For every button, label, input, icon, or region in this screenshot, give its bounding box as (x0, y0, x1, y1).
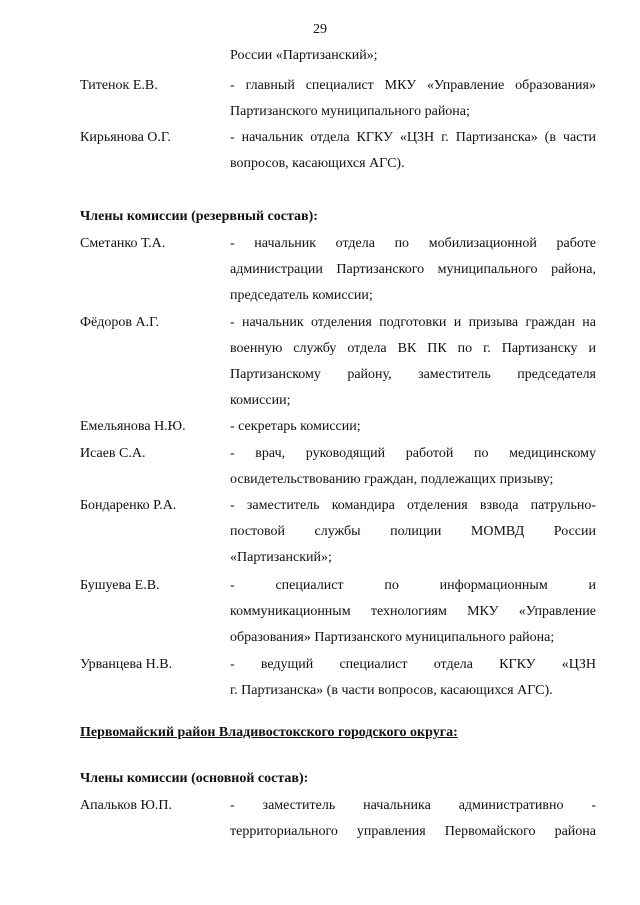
text-line: России «Партизанский»; (230, 48, 378, 63)
member-role-line: Партизанскому району, заместитель председателя (230, 367, 596, 382)
member-role-line: коммуникационным технологиям МКУ «Управление (230, 604, 596, 619)
member-role-line: - заместитель начальника административно - (230, 798, 596, 813)
member-role-line: комиссии; (230, 393, 291, 408)
member-name: Урванцева Н.В. (80, 657, 173, 672)
member-name: Сметанко Т.А. (80, 236, 166, 251)
member-name: Апальков Ю.П. (80, 798, 173, 813)
member-role-line: постовой службы полиции МОМВД России (230, 524, 596, 539)
member-role-line: - начальник отделения подготовки и призыва граждан на (230, 315, 596, 330)
member-role-line: - главный специалист МКУ «Управление образования» (230, 78, 596, 93)
member-role-line: образования» Партизанского муниципального района; (230, 630, 555, 645)
member-name: Исаев С.А. (80, 446, 146, 461)
member-role-line: - врач, руководящий работой по медицинскому (230, 446, 596, 461)
member-name: Бондаренко Р.А. (80, 498, 177, 513)
member-role-line: Партизанского муниципального района; (230, 104, 470, 119)
member-role-line: - ведущий специалист отдела КГКУ «ЦЗН (230, 657, 596, 672)
member-role-line: - специалист по информационным и (230, 578, 596, 593)
member-name: Бушуева Е.В. (80, 578, 160, 593)
section-header: Члены комиссии (резервный состав): (80, 209, 318, 224)
district-header: Первомайский район Владивостокского городского округа: (80, 725, 458, 740)
member-role-line: освидетельствованию граждан, подлежащих призыву; (230, 472, 554, 487)
member-role-line: военную службу отдела ВК ПК по г. Партизанску и (230, 341, 596, 356)
member-role-line: - начальник отдела КГКУ «ЦЗН г. Партизанска» (в части (230, 130, 596, 145)
member-role-line: администрации Партизанского муниципального района, (230, 262, 596, 277)
member-name: Кирьянова О.Г. (80, 130, 171, 145)
member-role-line: - начальник отдела по мобилизационной работе (230, 236, 596, 251)
member-role-line: г. Партизанска» (в части вопросов, касающихся АГС). (230, 683, 553, 698)
page-number: 29 (313, 22, 327, 37)
member-role-line: - заместитель командира отделения взвода патрульно- (230, 498, 596, 513)
member-role-line: председатель комиссии; (230, 288, 373, 303)
member-role-line: - секретарь комиссии; (230, 419, 361, 434)
member-role-line: территориального управления Первомайского района (230, 824, 596, 839)
member-role-line: вопросов, касающихся АГС). (230, 156, 405, 171)
member-role-line: «Партизанский»; (230, 550, 332, 565)
member-name: Фёдоров А.Г. (80, 315, 160, 330)
member-name: Титенок Е.В. (80, 78, 158, 93)
member-name: Емельянова Н.Ю. (80, 419, 186, 434)
section-header: Члены комиссии (основной состав): (80, 771, 309, 786)
